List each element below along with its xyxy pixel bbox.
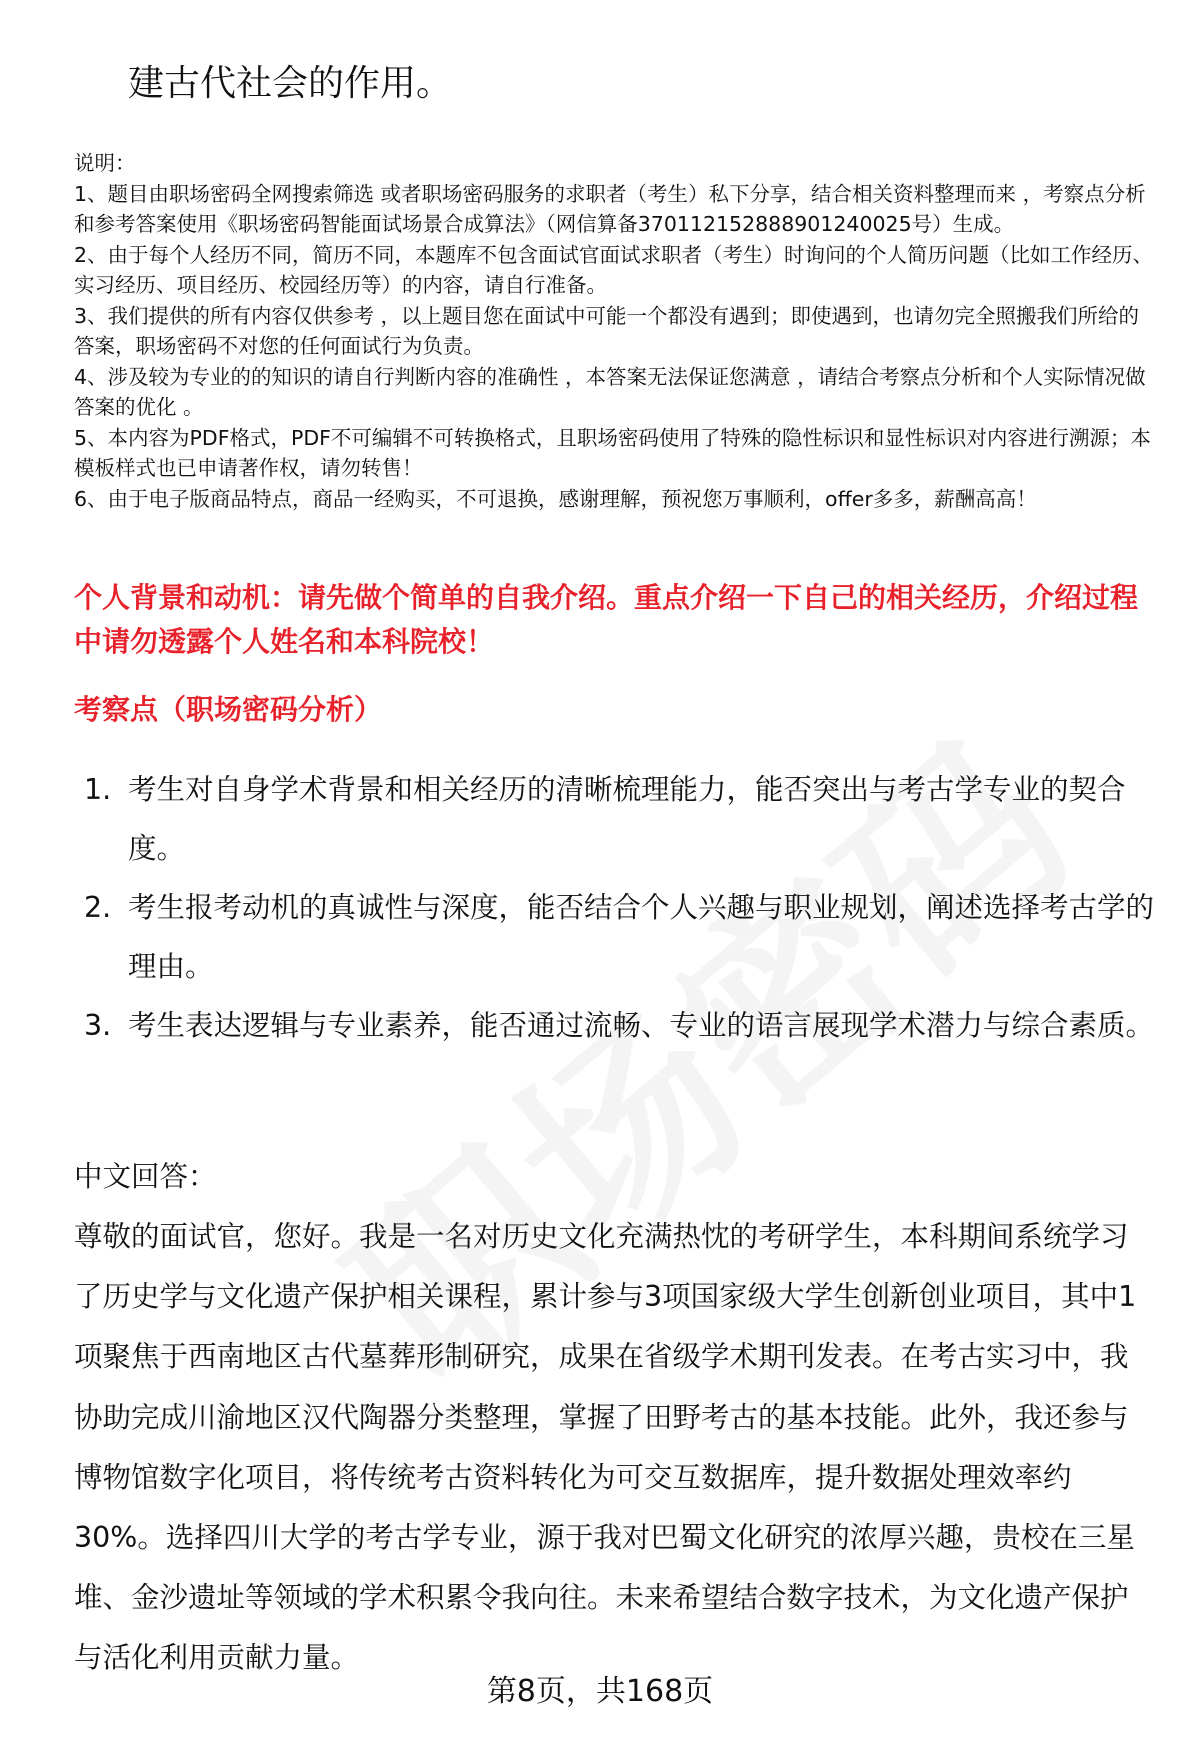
analysis-point [74,878,1154,996]
notes-heading: 说明： [74,151,136,175]
point-text: 考生表达逻辑与专业素养，能否通过流畅、专业的语言展现学术潜力与综合素质。 [128,1009,1155,1042]
note-item: 5、本内容为PDF格式，PDF不可编辑不可转换格式，且职场密码使用了特殊的隐性标识和显性标识对内容进行溯源；本模板样式也已申请著作权，请勿转售！ [74,425,1151,480]
analysis-point [74,996,1154,1055]
point-text: 考生报考动机的真诚性与深度，能否结合个人兴趣与职业规划，阐述选择考古学的理由。 [128,891,1155,983]
point-number: 3. [84,1009,112,1042]
note-item: 6、由于电子版商品特点，商品一经购买，不可退换，感谢理解，预祝您万事顺利，offer多多，薪酬高高！ [74,486,1037,511]
analysis-point [74,760,1154,878]
answer-label: 中文回答： [74,1160,217,1193]
note-item: 4、涉及较为专业的的知识的请自行判断内容的准确性 ，本答案无法保证您满意 ，请结合考察点分析和个人实际情况做答案的优化 。 [74,364,1146,419]
analysis-title: 考察点（职场密码分析） [74,693,383,726]
note-item: 1、题目由职场密码全网搜索筛选 或者职场密码服务的求职者（考生）私下分享，结合相关资料整理而来 ，考察点分析和参考答案使用《职场密码智能面试场景合成算法》（网信算备370112152888901240025号）生成。 [74,181,1146,236]
question-heading: 个人背景和动机：请先做个简单的自我介绍。重点介绍一下自己的相关经历，介绍过程中请勿透露个人姓名和本科院校！ [74,581,1139,658]
point-text: 考生对自身学术背景和相关经历的清晰梳理能力，能否突出与考古学专业的契合度。 [128,773,1126,865]
notes-section [74,148,1154,514]
analysis-points [74,760,1154,1055]
point-number: 2. [84,891,112,924]
continuation-text: 建古代社会的作用。 [128,63,453,104]
note-item: 3、我们提供的所有内容仅供参考 ，以上题目您在面试中可能一个都没有遇到；即使遇到，也请勿完全照搬我们所给的答案，职场密码不对您的任何面试行为负责。 [74,303,1140,358]
answer-text: 尊敬的面试官，您好。我是一名对历史文化充满热忱的考研学生，本科期间系统学习了历史学与文化遗产保护相关课程，累计参与3项国家级大学生创新创业项目，其中1项聚焦于西南地区古代墓葬形制研究，成果在省级学术期刊发表。在考古实习中，我协助完成川渝地区汉代陶器分类整理，掌握了田野考古的基本技能。此外，我还参与博物馆数字化项目，将传统考古资料转化为可交互数据库，提升数据处理效率约30%。选择四川大学的考古学专业，源于我对巴蜀文化研究的浓厚兴趣，贵校在三星堆、金沙遗址等领域的学术积累令我向往。未来希望结合数字技术，为文化遗产保护与活化利用贡献力量。 [74,1220,1137,1675]
note-item: 2、由于每个人经历不同，简历不同，本题库不包含面试官面试求职者（考生）时询问的个人简历问题（比如工作经历、实习经历、项目经历、校园经历等）的内容，请自行准备。 [74,242,1154,297]
page-number: 第8页，共168页 [486,1674,714,1709]
point-number: 1. [84,773,112,806]
